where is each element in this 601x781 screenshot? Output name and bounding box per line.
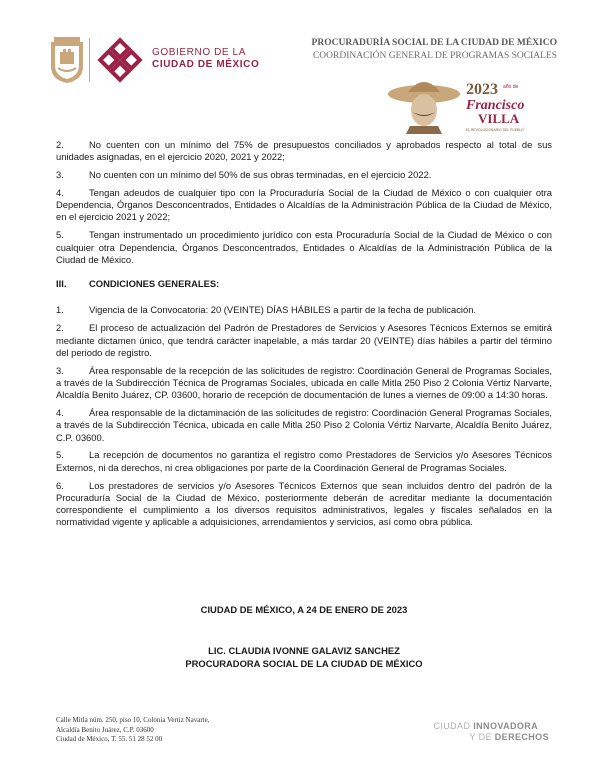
francisco-villa-emblem: [386, 72, 552, 134]
item-text: Área responsable de la dictaminación de las solicitudes de registro: Coordinación General Programas Sociales, a través de la Subdirección Técnica, ubicada en calle Mitla 250 Piso 2 Colonia Vértiz Narvarte, Alcaldía Benito Juárez, C.P. 03600.: [56, 407, 552, 443]
cdmx-logo-mark: [96, 36, 144, 84]
date-line: CIUDAD DE MÉXICO, A 24 DE ENERO DE 2023: [200, 604, 408, 615]
office-department: COORDINACIÓN GENERAL DE PROGRAMAS SOCIALES: [312, 51, 557, 61]
item-text: Tengan instrumentado un procedimiento jurídico con esta Procuraduría Social de la Ciudad de México o con cualquier otra Dependencia, Órganos Desconcentrados, Entidades o Alcaldías de la Administración Pública de la Ciudad de México.: [56, 229, 552, 265]
list-item: [56, 169, 552, 181]
emblem-name1: Francisco: [466, 98, 525, 113]
item-text: Área responsable de la recepción de las solicitudes de registro: Coordinación General de Programas Sociales, a través de la Subdirección Técnica de Programas Sociales, ubicada en calle Mitla 250 Piso 2 Colonia Vértiz Narvarte, Alcaldía Benito Juárez, CP. 03600, horario de recepción de documentación de lunes a viernes de 09:00 a 14:30 horas.: [56, 364, 552, 401]
general-conditions-list: [56, 304, 552, 528]
item-number: 4.: [56, 186, 64, 198]
office-heading: [312, 37, 557, 63]
list-item: [56, 365, 552, 402]
list-item: [56, 449, 552, 474]
requirements-list: [56, 139, 552, 266]
emblem-tagline: EL REVOLUCIONARIO DEL PUEBLO: [466, 128, 524, 132]
emblem-small: año de: [503, 84, 519, 90]
address-line: Alcaldía Benito Juárez, C.P. 03600: [56, 725, 154, 734]
list-item: [56, 229, 552, 266]
section-title: CONDICIONES GENERALES:: [89, 278, 220, 290]
logo-text-line1: GOBIERNO DE LA: [152, 47, 246, 58]
signature-block: [56, 645, 552, 670]
footer-address: [56, 716, 209, 745]
item-number: 3.: [56, 364, 64, 376]
signatory-title: PROCURADORA SOCIAL DE LA CIUDAD DE MÉXICO: [185, 657, 423, 669]
list-item: [56, 480, 552, 529]
motto-word-bold: DERECHOS: [494, 732, 549, 742]
coat-of-arms-logo: [48, 36, 86, 84]
emblem-name2: VILLA: [478, 111, 520, 126]
section-heading: [56, 278, 552, 290]
list-item: [56, 304, 552, 316]
section-number: III.: [56, 278, 67, 290]
item-text: Vigencia de la Convocatoria: 20 (VEINTE) DÍAS HÁBILES a partir de la fecha de publicación.: [89, 304, 477, 316]
item-text: El proceso de actualización del Padrón de Prestadores de Servicios y Asesores Técnicos Externos se emitirá mediante dictamen único, que tendrá carácter inapelable, a más tardar 20 (VEINTE) días hábiles a partir del término del periodo de registro.: [56, 322, 552, 358]
item-number: 2.: [56, 139, 64, 150]
document-body: [56, 139, 552, 534]
footer-motto: [433, 721, 549, 743]
list-item: [56, 187, 552, 224]
item-number: 4.: [56, 407, 64, 419]
address-line: Calle Mitla núm. 250, piso 10, Colonia Vertiz Navarte,: [56, 716, 210, 724]
item-number: 5.: [56, 449, 64, 461]
list-item: [56, 322, 552, 359]
item-text: Tengan adeudos de cualquier tipo con la Procuraduría Social de la Ciudad de México o con cualquier otra Dependencia, Órganos Desconcentrados, Entidades o Alcaldías de la Administración Pública de la Ciudad de México, en el ejercicio 2021 y 2022;: [56, 186, 552, 223]
logo-separator: [89, 38, 90, 82]
list-item: [56, 139, 552, 164]
item-text: Los prestadores de servicios y/o Asesores Técnicos Externos que sean incluidos dentro del padrón de la Procuraduría Social de la Ciudad de México, posteriormente deberán de acreditar mediante la documentación correspondiente el cumplimiento a los diversos requisitos administrativos, legales y fiscales señalados en la normatividad vigente y aplicable a adquisiciones, arrendamientos y servicios, así como obra pública.: [56, 479, 552, 528]
emblem-year: 2023: [466, 81, 498, 98]
motto-word-bold: INNOVADORA: [473, 721, 539, 731]
item-text: La recepción de documentos no garantiza el registro como Prestadores de Servicios y/o Asesores Técnicos Externos, ni da derechos, ni crea obligaciones por parte de la Coordinación General de Programas Sociales.: [56, 449, 552, 473]
office-name: PROCURADURÍA SOCIAL DE LA CIUDAD DE MÉXICO: [311, 38, 557, 48]
address-line: Ciudad de México, T. 55. 51 28 52 00: [56, 735, 163, 743]
government-logo-text: [152, 47, 272, 71]
item-text: No cuenten con un mínimo del 75% de presupuestos conciliados y aprobados respecto al total de sus unidades asignadas, en el ejercicio 2020, 2021 y 2022;: [56, 139, 552, 163]
item-number: 1.: [56, 304, 64, 316]
item-number: 3.: [56, 169, 64, 181]
item-number: 5.: [56, 229, 64, 241]
item-number: 6.: [56, 479, 64, 491]
signatory-name: LIC. CLAUDIA IVONNE GALAVIZ SANCHEZ: [208, 645, 400, 656]
item-number: 2.: [56, 322, 64, 334]
item-text: No cuenten con un mínimo del 50% de sus obras terminadas, en el ejercicio 2022.: [89, 169, 432, 181]
motto-word: Y DE: [469, 732, 495, 742]
motto-word: CIUDAD: [433, 721, 474, 731]
logo-text-line2: CIUDAD DE MÉXICO: [152, 59, 260, 70]
list-item: [56, 407, 552, 444]
